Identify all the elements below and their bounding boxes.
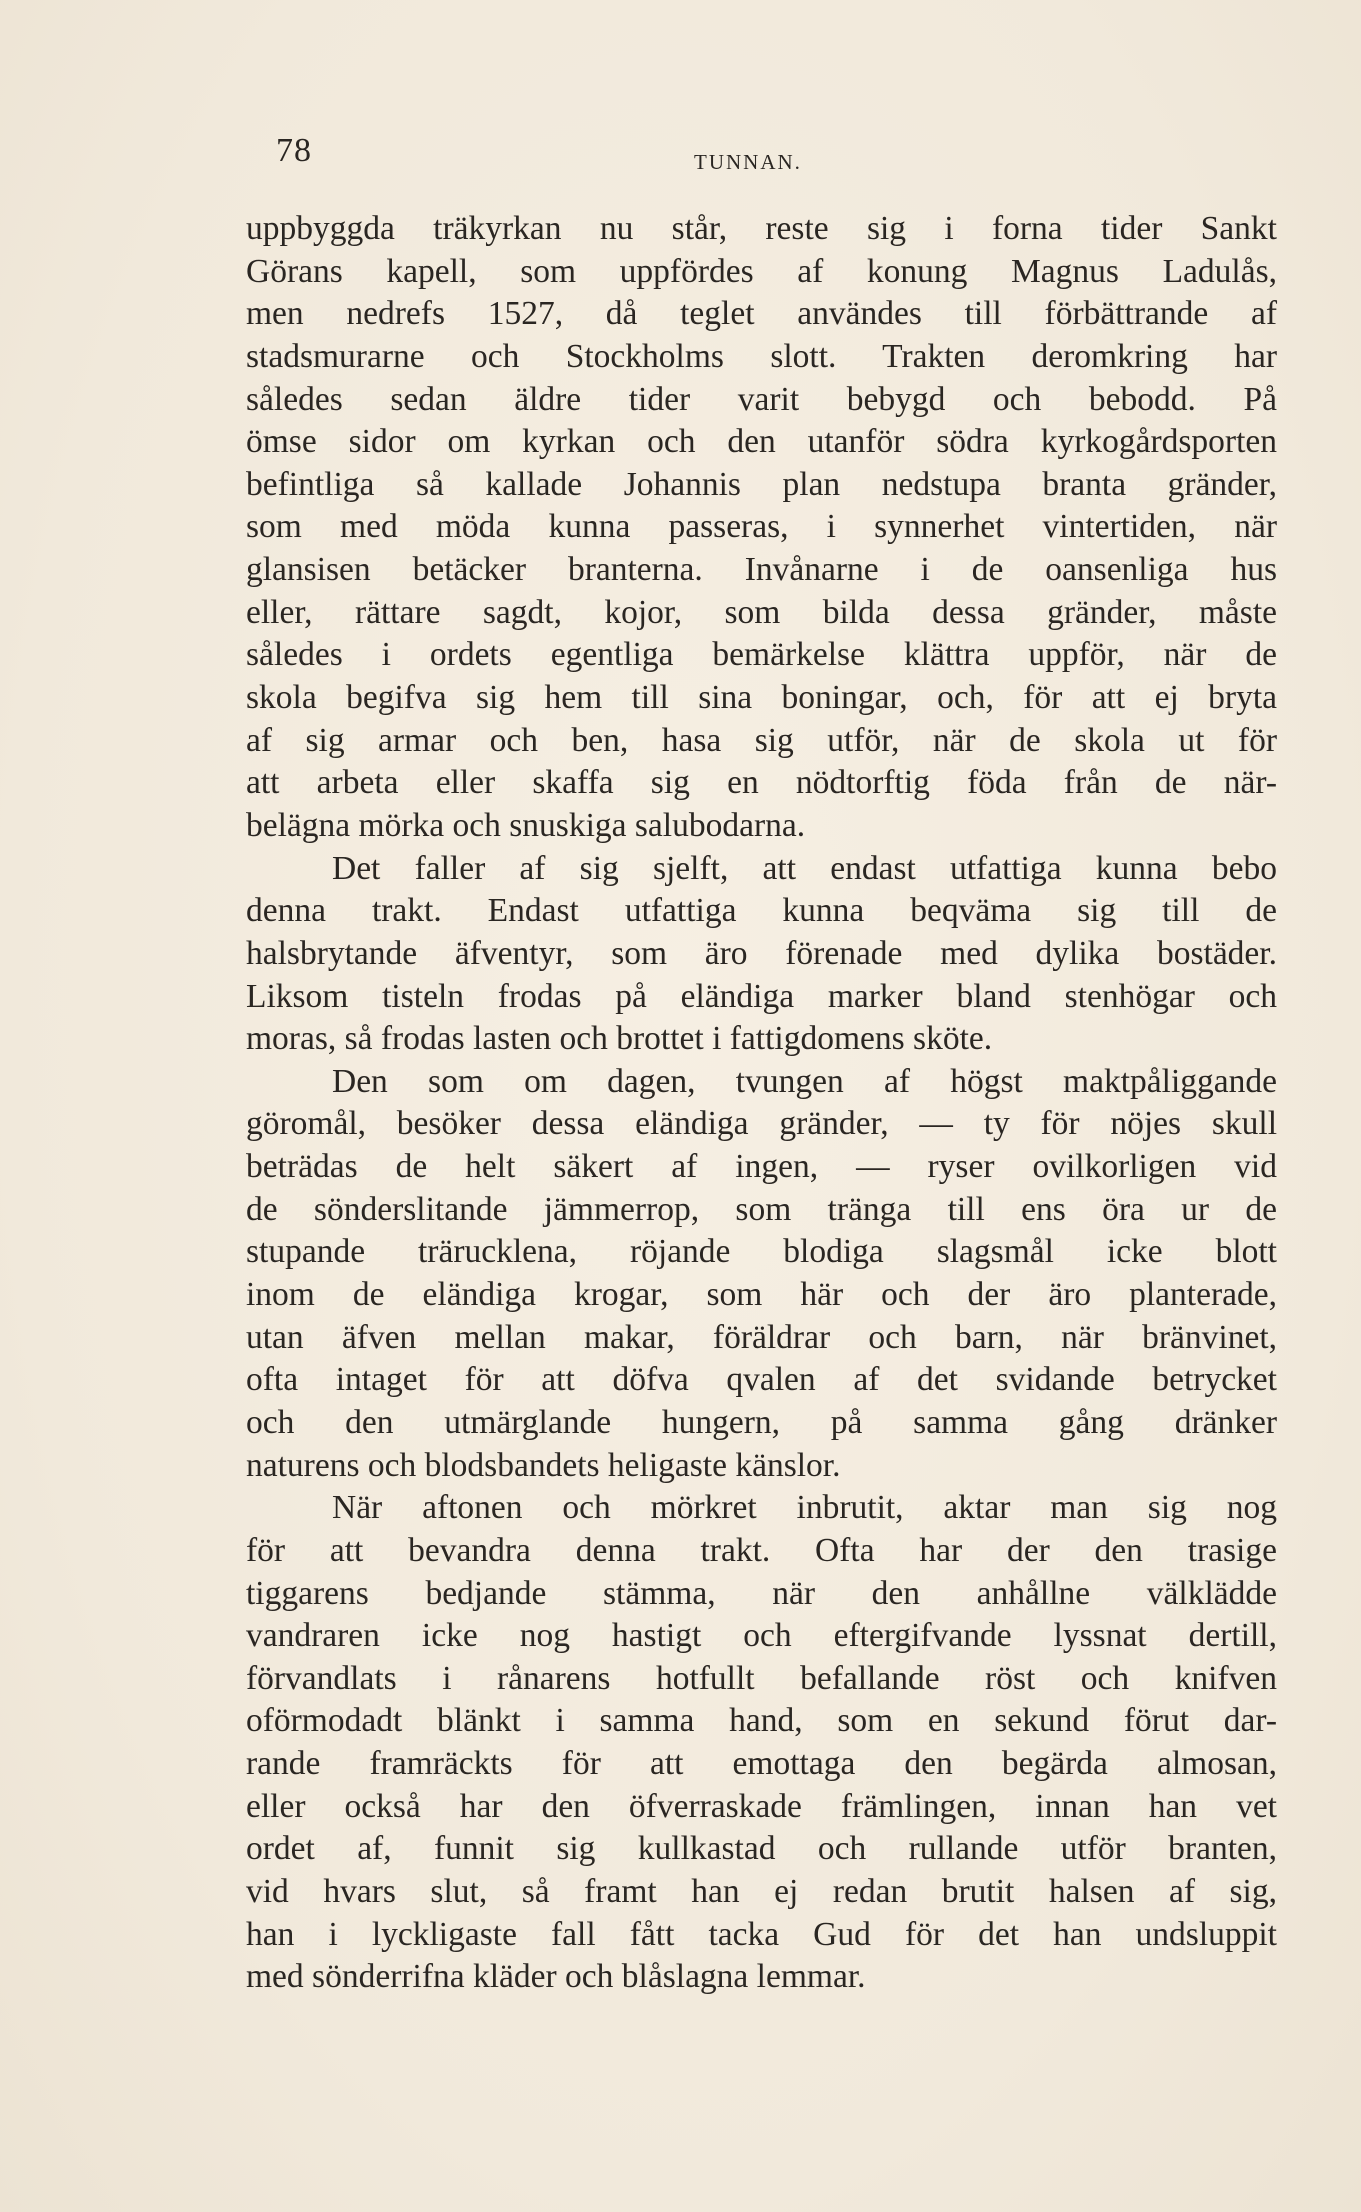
text-line: vid hvars slut, så framt han ej redan brutit halsen af sig,: [246, 1872, 1277, 1910]
body-text: [246, 208, 1277, 1999]
paragraph-end-line: med sönderrifna kläder och blåslagna lemmar.: [246, 1958, 866, 1996]
paragraph-start-line: Den som om dagen, tvungen af högst maktpåliggande: [332, 1062, 1277, 1100]
text-line: men nedrefs 1527, då teglet användes till förbättrande af: [246, 295, 1277, 333]
paragraph-start-line: Det faller af sig sjelft, att endast utfattiga kunna bebo: [332, 849, 1277, 887]
text-line: eller, rättare sagdt, kojor, som bilda dessa gränder, måste: [246, 593, 1277, 631]
text-line: oförmodadt blänkt i samma hand, som en sekund förut dar-: [246, 1702, 1277, 1740]
text-line: ordet af, funnit sig kullkastad och rullande utför branten,: [246, 1830, 1277, 1868]
paragraph-end-line: naturens och blodsbandets heligaste känslor.: [246, 1446, 841, 1484]
text-line: och den utmärglande hungern, på samma gång dränker: [246, 1403, 1277, 1441]
text-line: således i ordets egentliga bemärkelse klättra uppför, när de: [246, 636, 1277, 674]
paragraph-end-line: belägna mörka och snuskiga salubodarna.: [246, 806, 806, 844]
text-line: göromål, besöker dessa eländiga gränder, — ty för nöjes skull: [246, 1105, 1277, 1143]
paragraph-end-line: moras, så frodas lasten och brottet i fattigdomens sköte.: [246, 1020, 993, 1058]
text-line: denna trakt. Endast utfattiga kunna beqväma sig till de: [246, 892, 1277, 930]
text-line: de sönderslitande jämmerrop, som tränga till ens öra ur de: [246, 1190, 1277, 1228]
page-number: 78: [276, 132, 312, 169]
text-line: Görans kapell, som uppfördes af konung Magnus Ladulås,: [246, 252, 1277, 290]
text-line: befintliga så kallade Johannis plan nedstupa branta gränder,: [246, 465, 1277, 503]
text-line: ofta intaget för att döfva qvalen af det svidande betrycket: [246, 1361, 1277, 1399]
text-line: halsbrytande äfventyr, som äro förenade med dylika bostäder.: [246, 934, 1277, 972]
text-line: som med möda kunna passeras, i synnerhet vintertiden, när: [246, 508, 1277, 546]
text-line: ömse sidor om kyrkan och den utanför södra kyrkogårdsporten: [246, 423, 1277, 461]
text-line: inom de eländiga krogar, som här och der äro planterade,: [246, 1276, 1277, 1314]
text-line: han i lyckligaste fall fått tacka Gud för det han undsluppit: [246, 1915, 1277, 1953]
text-line: för att bevandra denna trakt. Ofta har der den trasige: [246, 1531, 1277, 1569]
running-head: [276, 132, 1111, 182]
text-line: uppbyggda träkyrkan nu står, reste sig i forna tider Sankt: [246, 210, 1277, 247]
running-head-title: TUNNAN.: [694, 150, 802, 174]
text-line: att arbeta eller skaffa sig en nödtorftig föda från de när-: [246, 764, 1277, 802]
text-line: eller också har den öfverraskade främlingen, innan han vet: [246, 1787, 1277, 1825]
text-line: glansisen betäcker branterna. Invånarne i de oansenliga hus: [246, 551, 1277, 589]
text-line: utan äfven mellan makar, föräldrar och barn, när bränvinet,: [246, 1318, 1277, 1356]
text-line: Liksom tisteln frodas på eländiga marker bland stenhögar och: [246, 977, 1277, 1015]
text-line: rande framräckts för att emottaga den begärda almosan,: [246, 1745, 1277, 1783]
text-line: stadsmurarne och Stockholms slott. Trakten deromkring har: [246, 337, 1277, 375]
text-line: skola begifva sig hem till sina boningar, och, för att ej bryta: [246, 679, 1277, 717]
text-line: således sedan äldre tider varit bebygd och bebodd. På: [246, 380, 1277, 418]
text-line: beträdas de helt säkert af ingen, — ryser ovilkorligen vid: [246, 1148, 1277, 1186]
text-line: förvandlats i rånarens hotfullt befallande röst och knifven: [246, 1659, 1277, 1697]
paragraph-start-line: När aftonen och mörkret inbrutit, aktar man sig nog: [332, 1489, 1277, 1527]
text-line: stupande trärucklena, röjande blodiga slagsmål icke blott: [246, 1233, 1277, 1271]
text-line: af sig armar och ben, hasa sig utför, när de skola ut för: [246, 721, 1277, 759]
text-line: tiggarens bedjande stämma, när den anhållne välklädde: [246, 1574, 1277, 1612]
text-line: vandraren icke nog hastigt och eftergifvande lyssnat dertill,: [246, 1617, 1277, 1655]
